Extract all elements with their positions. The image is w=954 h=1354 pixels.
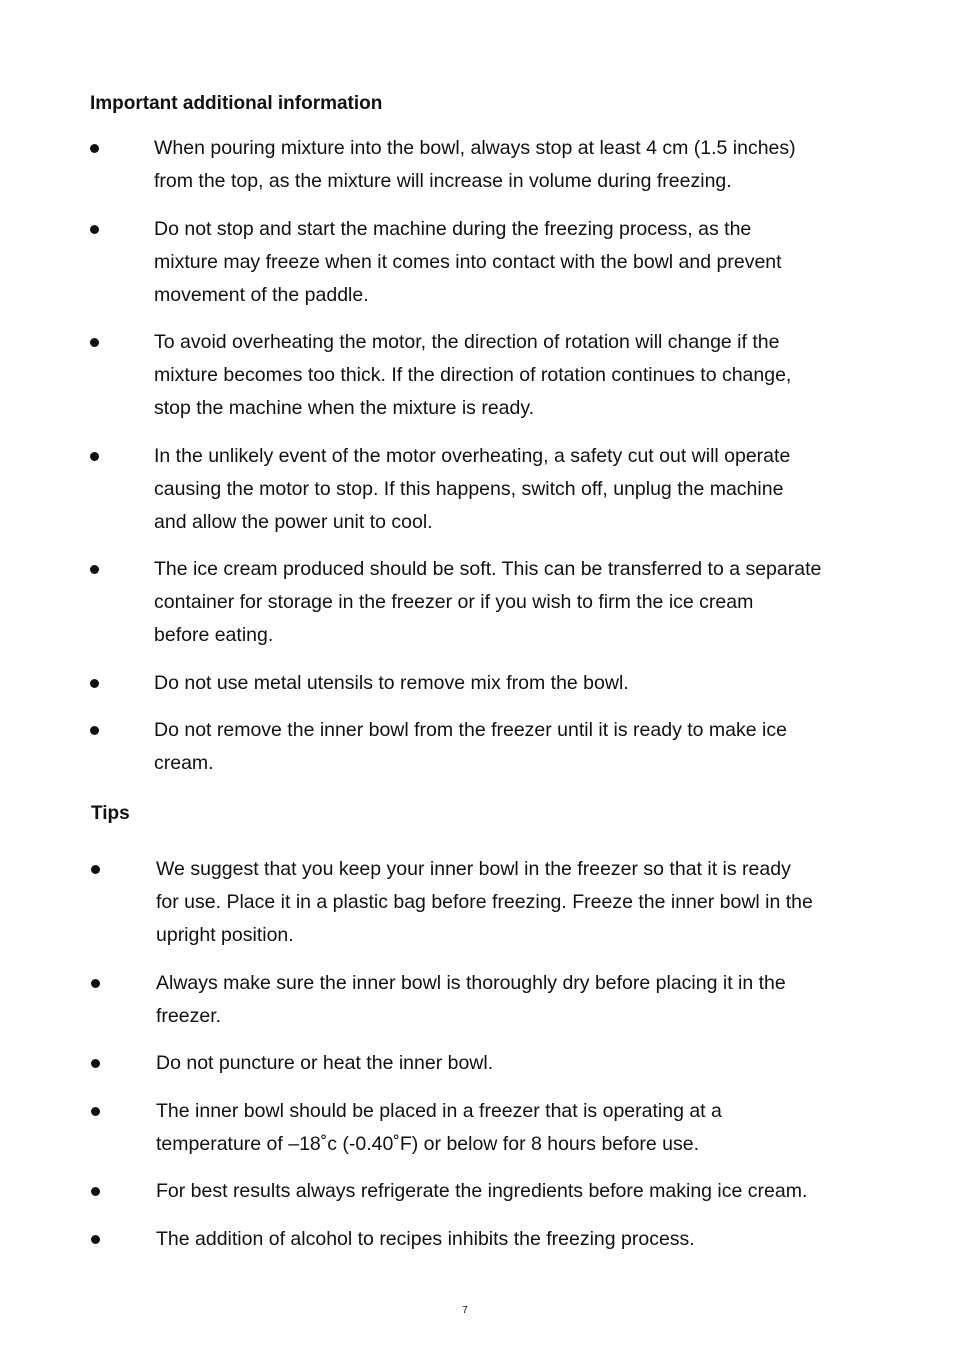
bullet-icon — [91, 865, 100, 874]
section-heading-tips: Tips — [91, 803, 130, 824]
bullet-icon — [91, 1059, 100, 1068]
bullet-icon — [91, 1107, 100, 1116]
bullet-icon — [91, 979, 100, 988]
bullet-icon — [90, 338, 99, 347]
bullet-icon — [90, 144, 99, 153]
bullet-icon — [90, 452, 99, 461]
section-heading-important: Important additional information — [90, 93, 383, 114]
page-number: 7 — [462, 1305, 468, 1316]
bullet-icon — [91, 1235, 100, 1244]
bullet-icon — [90, 225, 99, 234]
bullet-icon — [90, 726, 99, 735]
bullet-icon — [90, 679, 99, 688]
bullet-icon — [90, 565, 99, 574]
bullet-icon — [91, 1187, 100, 1196]
